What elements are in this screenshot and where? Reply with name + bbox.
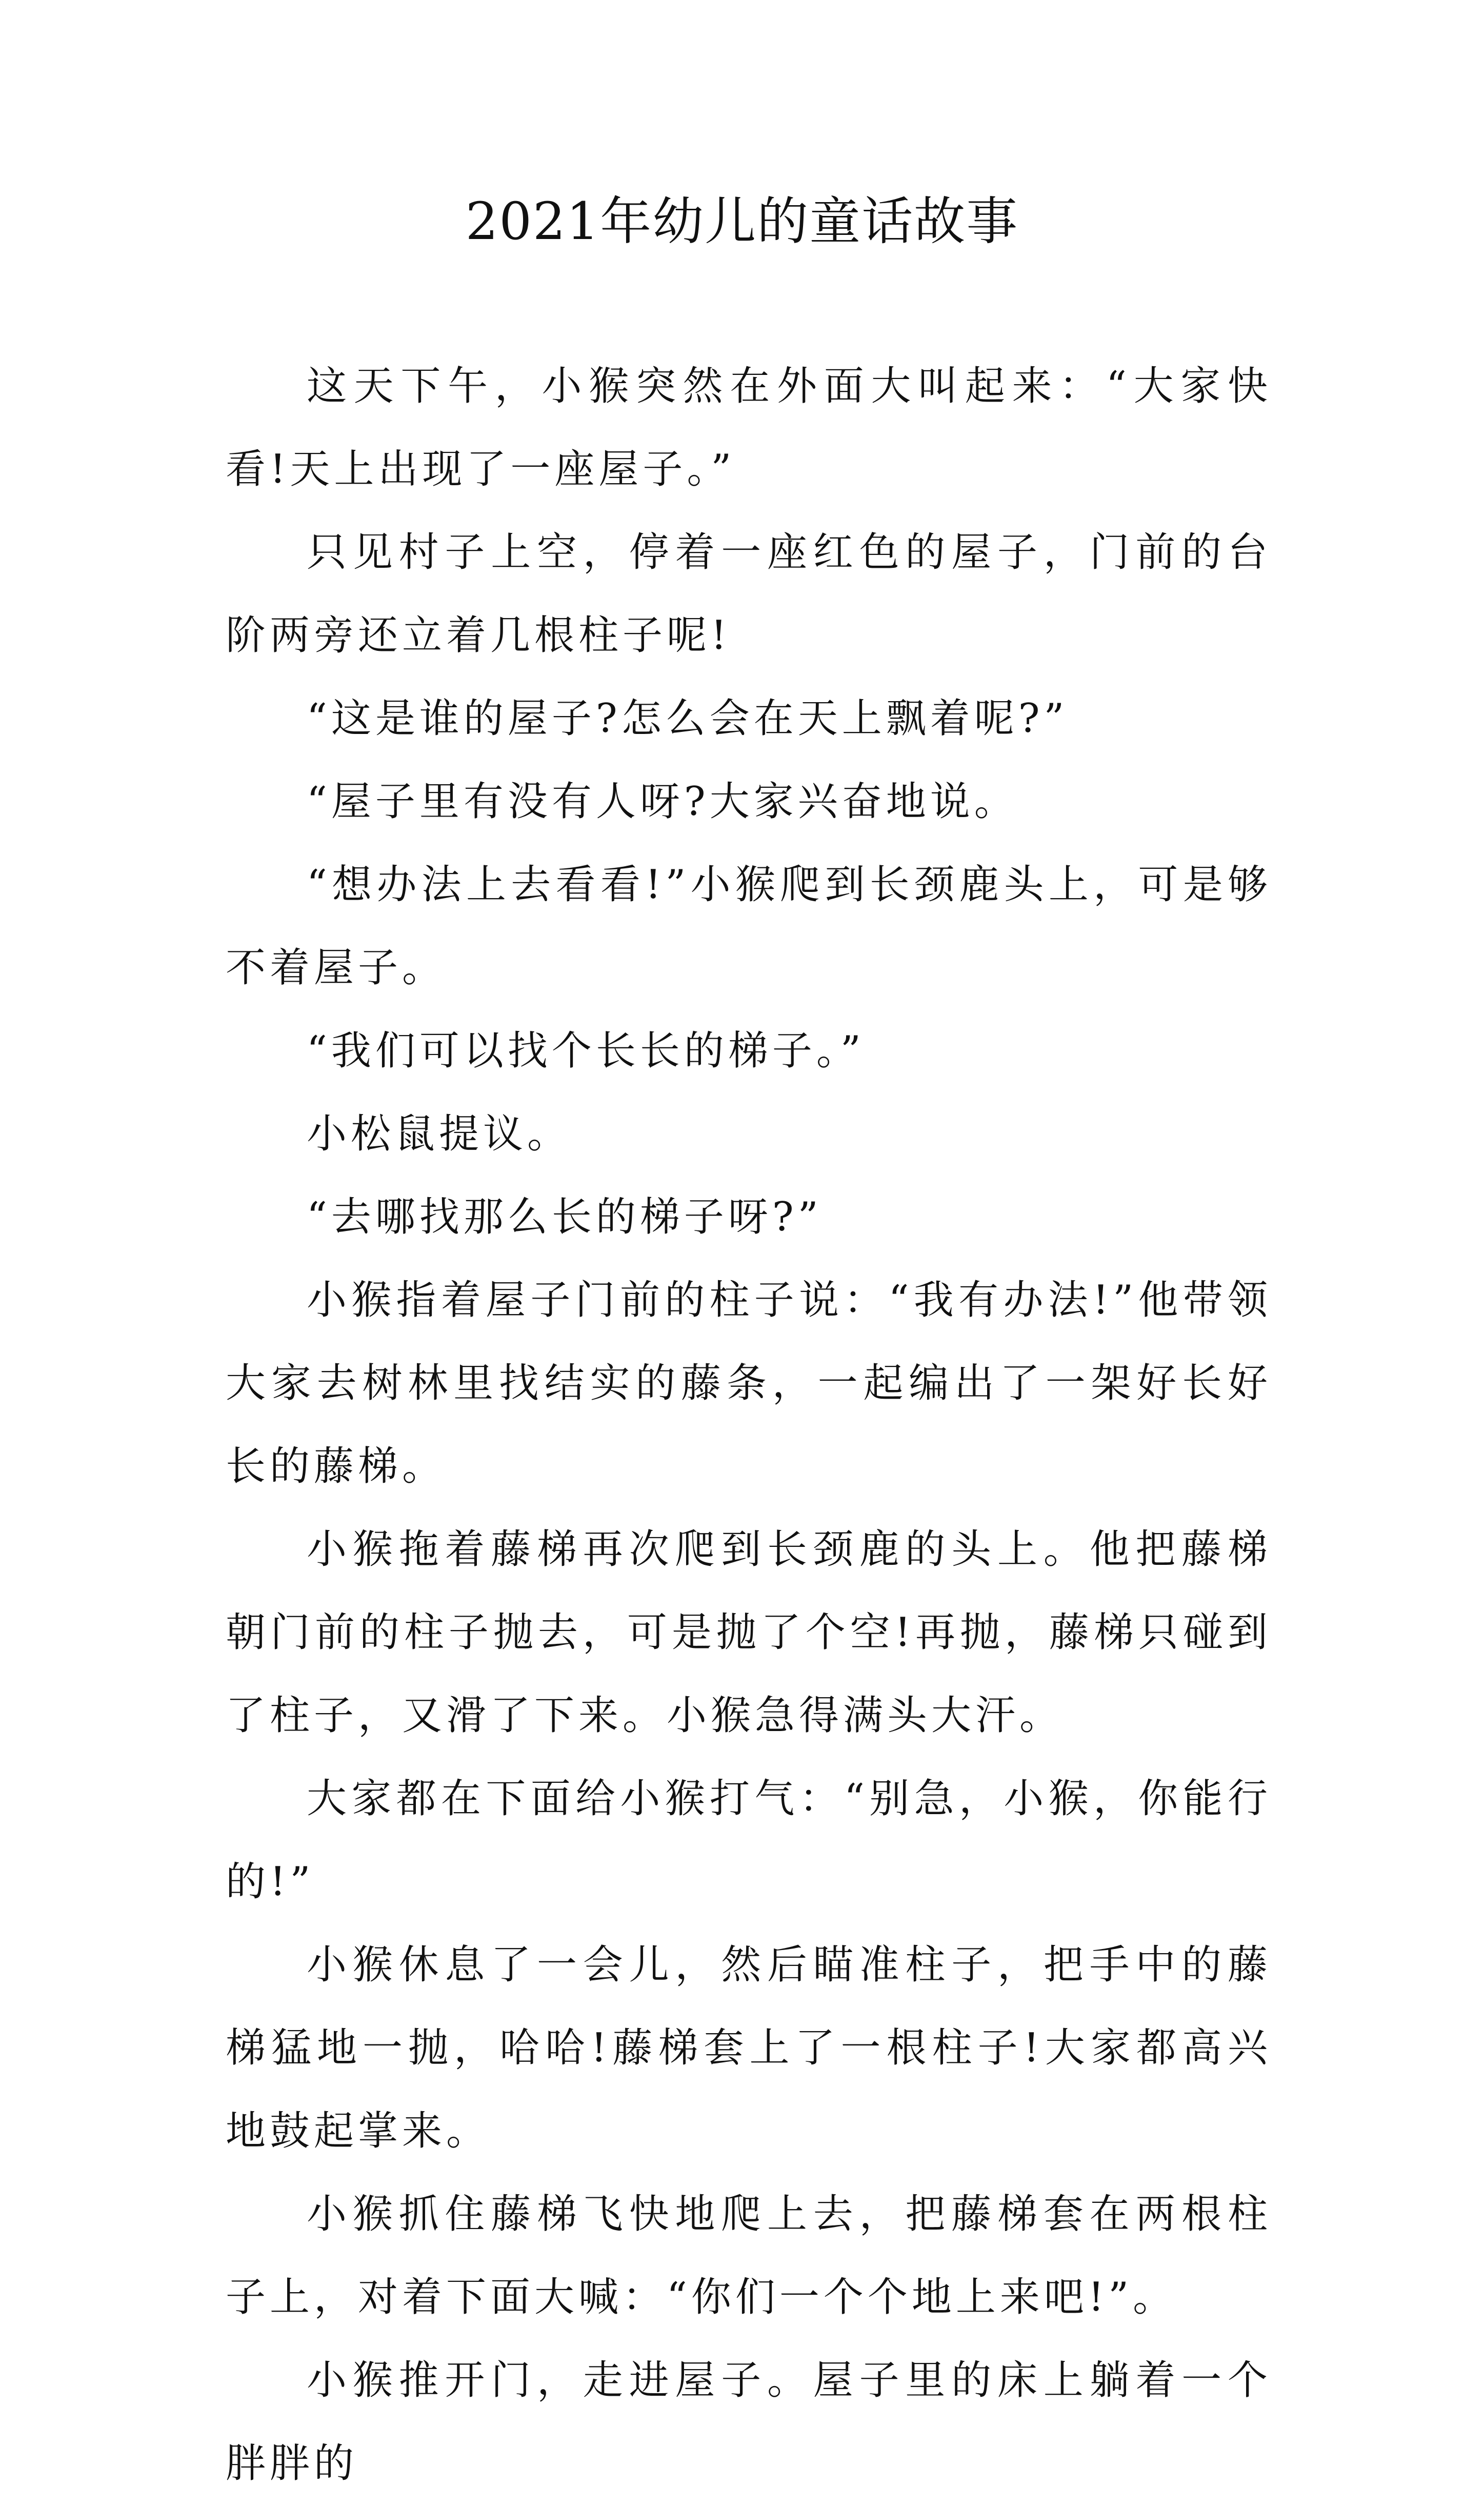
paragraph-3: “这是谁的屋子?怎么会在天上飘着呢?” [307,695,1069,742]
paragraph-10: 小猴拖着藤梯再次爬到长颈鹿的头上。他把藤梯朝门前的柱子抛去，可是抛了个空!再抛，藤梯只碰到了柱子，又滑了下来。小猴急得满头大汗。 [226,1526,1272,1739]
document-title: 2021年幼儿的童话故事 [465,191,1019,251]
paragraph-14: 小猴推开门，走进屋子。屋子里的床上躺着一个胖胖的 [226,2357,1272,2487]
paragraph-11: 大家都在下面给小猴打气：“别急，小猴，你能行的!” [226,1776,1272,1905]
document-body [226,345,1272,2505]
paragraph-7: 小松鼠提议。 [307,1111,572,1157]
paragraph-13: 小猴抓住藤梯飞快地爬上去，把藤梯套在两根柱子上，对着下面大喊：“你们一个个地上来吧!”。 [226,2191,1272,2320]
paragraph-4: “屋子里有没有人呀?大家兴奋地说。 [307,779,1018,825]
paragraph-9: 小猴指着屋子门前的柱子说：“我有办法!”他带领大家去树林里找结实的藤条，一起编出了一架好长好长的藤梯。 [226,1277,1272,1489]
paragraph-12: 小猴休息了一会儿，然后瞄准柱子，把手中的藤梯猛地一抛，哈哈!藤梯套上了一根柱子!大家都高兴地鼓起掌来。 [226,1942,1272,2154]
paragraph-1: 这天下午，小猴突然在外面大叫起来：“大家快看!天上出现了一座屋子。” [226,363,1272,492]
paragraph-6: “我们可以找个长长的梯子。” [307,1028,865,1074]
paragraph-2: 只见村子上空，停着一座红色的屋子，门前的台阶两旁还立着几根柱子呢! [226,529,1272,659]
paragraph-8: “去哪找那么长的梯子呀?” [307,1194,823,1240]
paragraph-5: “想办法上去看看!”小猴爬到长颈鹿头上，可是够不着屋子。 [226,862,1272,991]
